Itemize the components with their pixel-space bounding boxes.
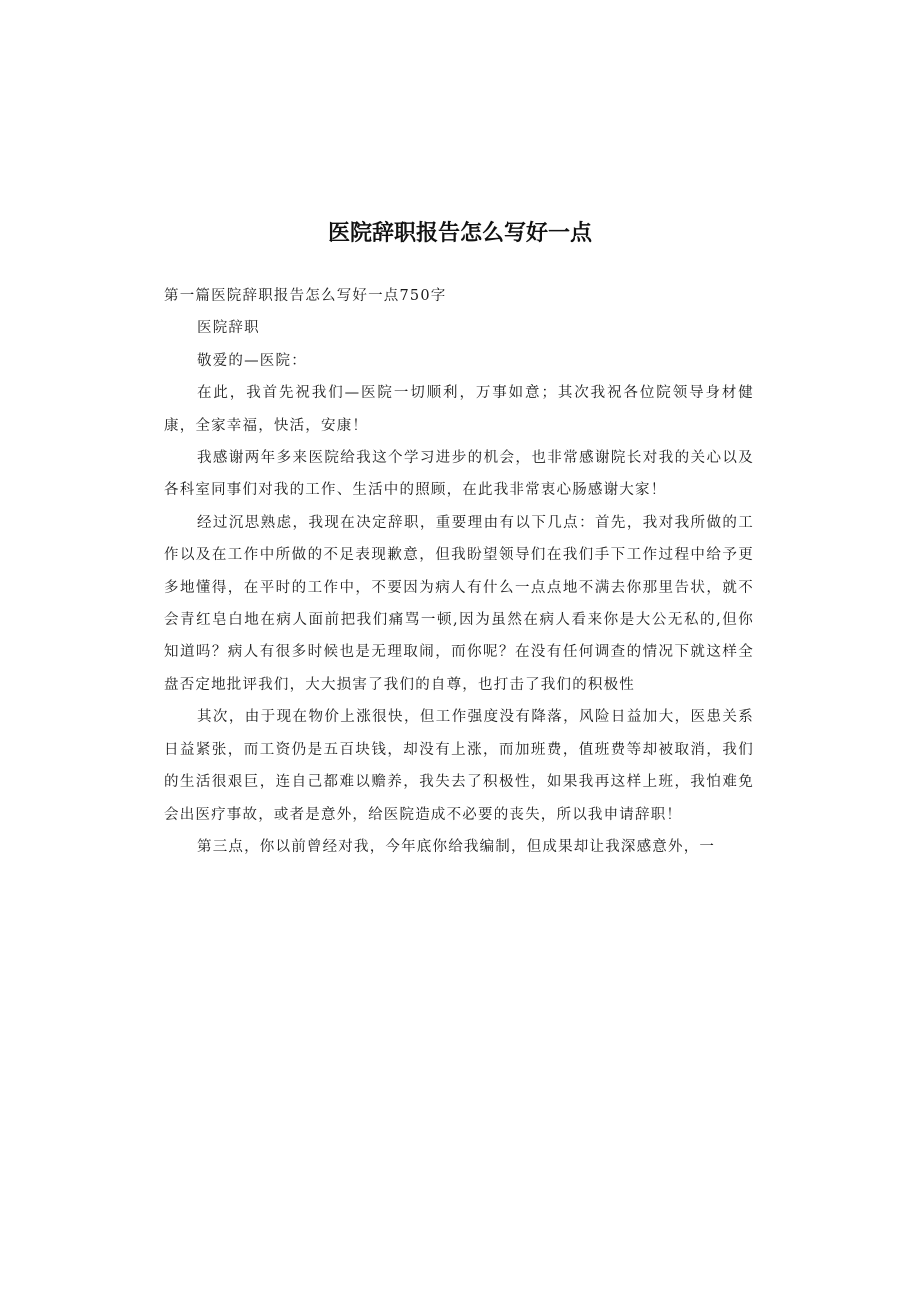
document-subheading: 第一篇医院辞职报告怎么写好一点750字 xyxy=(164,288,447,304)
document-body xyxy=(164,280,754,863)
paragraph-5: 经过沉思熟虑，我现在决定辞职，重要理由有以下几点：首先，我对我所做的工作以及在工作中所做的不足表现歉意，但我盼望领导们在我们手下工作过程中给予更多地懂得，在平时的工作中，不要因为病人有什么一点点地不满去你那里告状，就不会青红皂白地在病人面前把我们痛骂一顿,因为虽然在病人看来你是大公无私的,但你知道吗？病人有很多时候也是无理取闹，而你呢？在没有任何调查的情况下就这样全盘否定地批评我们，大大损害了我们的自尊，也打击了我们的积极性 xyxy=(164,514,754,693)
paragraph-3: 在此，我首先祝我们—医院一切顺利，万事如意；其次我祝各位院领导身材健康，全家幸福，快活，安康！ xyxy=(164,385,754,434)
paragraph-2: 敬爱的—医院： xyxy=(197,352,307,369)
document-title: 医院辞职报告怎么写好一点 xyxy=(327,221,592,246)
paragraph-7: 第三点，你以前曾经对我，今年底你给我编制，但成果却让我深感意外，一 xyxy=(197,838,716,855)
paragraph-4: 我感谢两年多来医院给我这个学习进步的机会，也非常感谢院长对我的关心以及各科室同事们对我的工作、生活中的照顾，在此我非常衷心肠感谢大家！ xyxy=(164,450,754,499)
paragraph-1: 医院辞职 xyxy=(197,320,260,337)
paragraph-6: 其次，由于现在物价上涨很快，但工作强度没有降落，风险日益加大，医患关系日益紧张，而工资仍是五百块钱，却没有上涨，而加班费，值班费等却被取消，我们的生活很艰巨，连自己都难以赡养，我失去了积极性，如果我再这样上班，我怕难免会出医疗事故，或者是意外，给医院造成不必要的丧失，所以我申请辞职！ xyxy=(164,709,754,823)
